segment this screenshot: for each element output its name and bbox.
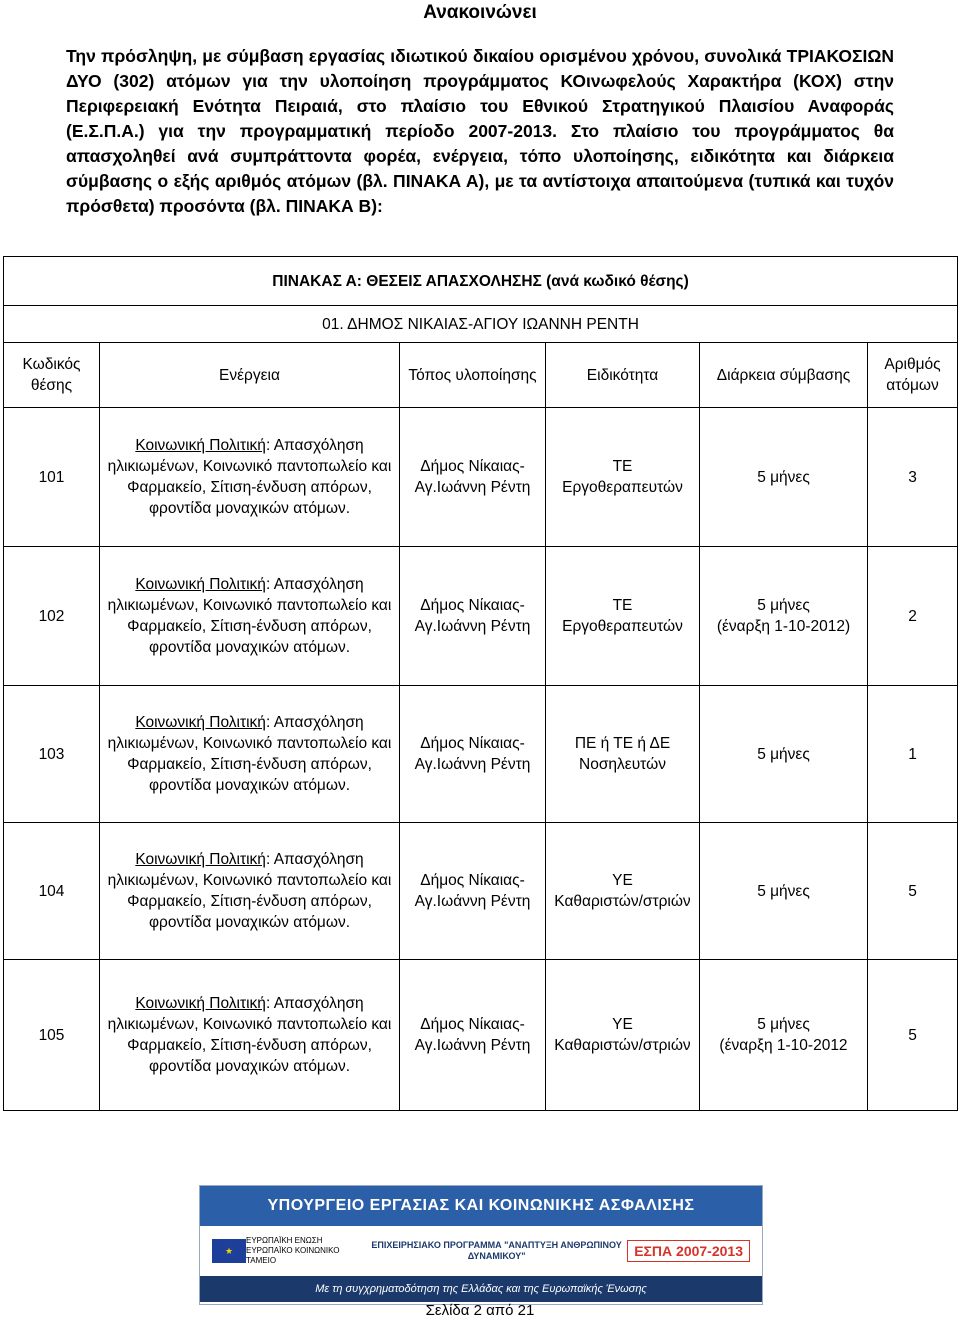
action-text: : Απασχόληση ηλικιωμένων, Κοινωνικό παντοπωλείο και Φαρμακείο, Σίτιση-ένδυση απόρων, φροντίδα μοναχικών ατόμων. [107, 851, 392, 931]
header-count: Αριθμός ατόμων [868, 343, 958, 408]
row-count: 2 [868, 547, 958, 686]
table-row [4, 686, 958, 823]
header-action: Ενέργεια [100, 343, 400, 408]
department-label: Κοινωνική Πολιτική [135, 437, 266, 454]
department-label: Κοινωνική Πολιτική [135, 576, 266, 593]
row-specialty [546, 823, 700, 960]
ministry-label: ΥΠΟΥΡΓΕΙΟ ΕΡΓΑΣΙΑΣ ΚΑΙ ΚΟΙΝΩΝΙΚΗΣ ΑΣΦΑΛΙΣΗΣ [200, 1186, 762, 1226]
row-specialty [546, 547, 700, 686]
row-code: 105 [4, 960, 100, 1111]
duration-line: (έναρξη 1-10-2012) [716, 618, 851, 635]
espa-logo: ΕΣΠΑ 2007-2013 [627, 1240, 750, 1262]
cofunding-label: Με τη συγχρηματοδότηση της Ελλάδας και της Ευρωπαϊκής Ένωσης [200, 1276, 762, 1302]
location-line: Δήμος Νίκαιας- [420, 735, 525, 752]
page-number: Σελίδα 2 από 21 [425, 1302, 535, 1319]
duration-line: 5 μήνες [757, 1016, 810, 1033]
department-label: Κοινωνική Πολιτική [135, 714, 266, 731]
program-label: ΕΠΙΧΕΙΡΗΣΙΑΚΟ ΠΡΟΓΡΑΜΜΑ "ΑΝΑΠΤΥΞΗ ΑΝΘΡΩΠΙΝΟΥ ΔΥΝΑΜΙΚΟΥ" [371, 1240, 622, 1261]
table-title: ΠΙΝΑΚΑΣ Α: ΘΕΣΕΙΣ ΑΠΑΣΧΟΛΗΣΗΣ (ανά κωδικό θέσης) [4, 257, 958, 306]
specialty-line: Νοσηλευτών [579, 756, 666, 773]
specialty-line: Καθαριστών/στριών [554, 893, 691, 910]
row-code: 103 [4, 686, 100, 823]
row-location [400, 686, 546, 823]
row-action [100, 823, 400, 960]
row-specialty [546, 686, 700, 823]
location-line: Αγ.Ιωάννη Ρέντη [414, 479, 531, 496]
row-specialty [546, 408, 700, 547]
row-count: 1 [868, 686, 958, 823]
table-row [4, 823, 958, 960]
location-line: Δήμος Νίκαιας- [420, 458, 525, 475]
row-action [100, 686, 400, 823]
eu-label: ΕΥΡΩΠΑΪΚΗ ΕΝΩΣΗ ΕΥΡΩΠΑΪΚΟ ΚΟΙΝΩΝΙΚΟ ΤΑΜΕΙΟ [246, 1236, 340, 1265]
row-location [400, 547, 546, 686]
duration-line: 5 μήνες [757, 882, 810, 900]
header-code: Κωδικός θέσης [4, 343, 100, 408]
specialty-line: ΤΕ [612, 597, 633, 614]
row-duration [700, 408, 868, 547]
eu-flag-icon: ★ [212, 1239, 246, 1263]
specialty-line: Εργοθεραπευτών [562, 618, 683, 635]
row-duration [700, 823, 868, 960]
specialty-line: ΠΕ ή ΤΕ ή ΔΕ [574, 735, 671, 752]
row-code: 101 [4, 408, 100, 547]
row-duration [700, 686, 868, 823]
location-line: Αγ.Ιωάννη Ρέντη [414, 756, 531, 773]
row-count: 5 [868, 960, 958, 1111]
table-row [4, 960, 958, 1111]
row-duration [700, 960, 868, 1111]
action-text: : Απασχόληση ηλικιωμένων, Κοινωνικό παντοπωλείο και Φαρμακείο, Σίτιση-ένδυση απόρων, φροντίδα μοναχικών ατόμων. [107, 714, 392, 794]
header-location: Τόπος υλοποίησης [400, 343, 546, 408]
location-line: Αγ.Ιωάννη Ρέντη [414, 1037, 531, 1054]
row-action [100, 408, 400, 547]
duration-line: 5 μήνες [757, 468, 810, 486]
row-action [100, 547, 400, 686]
row-specialty [546, 960, 700, 1111]
specialty-line: ΤΕ [612, 458, 633, 475]
row-location [400, 960, 546, 1111]
row-location [400, 408, 546, 547]
specialty-line: ΥΕ [612, 872, 633, 889]
department-label: Κοινωνική Πολιτική [135, 995, 266, 1012]
action-text: : Απασχόληση ηλικιωμένων, Κοινωνικό παντοπωλείο και Φαρμακείο, Σίτιση-ένδυση απόρων, φροντίδα μοναχικών ατόμων. [107, 995, 392, 1075]
specialty-line: ΥΕ [612, 1016, 633, 1033]
location-line: Δήμος Νίκαιας- [420, 872, 525, 889]
row-count: 3 [868, 408, 958, 547]
action-text: : Απασχόληση ηλικιωμένων, Κοινωνικό παντοπωλείο και Φαρμακείο, Σίτιση-ένδυση απόρων, φροντίδα μοναχικών ατόμων. [107, 576, 392, 656]
row-code: 104 [4, 823, 100, 960]
table-row [4, 408, 958, 547]
header-specialty: Ειδικότητα [546, 343, 700, 408]
location-line: Δήμος Νίκαιας- [420, 1016, 525, 1033]
table-header-row [4, 343, 958, 408]
page-title: Ανακοινώνει [423, 2, 537, 23]
specialty-line: Εργοθεραπευτών [562, 479, 683, 496]
specialty-line: Καθαριστών/στριών [554, 1037, 691, 1054]
funding-banner [199, 1185, 763, 1305]
location-line: Δήμος Νίκαιας- [420, 597, 525, 614]
funding-logos [200, 1226, 762, 1276]
row-count: 5 [868, 823, 958, 960]
row-code: 102 [4, 547, 100, 686]
table-row [4, 547, 958, 686]
duration-line: 5 μήνες [757, 597, 810, 614]
row-action [100, 960, 400, 1111]
positions-table [3, 256, 958, 1111]
duration-line: (έναρξη 1-10-2012 [719, 1037, 848, 1054]
action-text: : Απασχόληση ηλικιωμένων, Κοινωνικό παντοπωλείο και Φαρμακείο, Σίτιση-ένδυση απόρων, φροντίδα μοναχικών ατόμων. [107, 437, 392, 517]
row-location [400, 823, 546, 960]
table-subtitle: 01. ΔΗΜΟΣ ΝΙΚΑΙΑΣ-ΑΓΙΟΥ ΙΩΑΝΝΗ ΡΕΝΤΗ [4, 306, 958, 343]
intro-paragraph: Την πρόσληψη, με σύμβαση εργασίας ιδιωτικού δικαίου ορισμένου χρόνου, συνολικά ΤΡΙΑΚΟΣΙΩΝ ΔΥΟ (302) ατόμων για την υλοποίηση προγράμματος ΚΟινωφελούς Χαρακτήρα (ΚΟΧ) στην Περιφερειακή Ενότητα Πειραιά, στο πλαίσιο του Εθνικού Στρατηγικού Πλαισίου Αναφοράς (Ε.Σ.Π.Α.) για την προγραμματική περίοδο 2007-2013. Στο πλαίσιο του προγράμματος θα απασχοληθεί ανά συμπράττοντα φορέα, ενέργεια, τόπο υλοποίησης, ειδικότητα και διάρκεια σύμβασης ο εξής αριθμός ατόμων (βλ. ΠΙΝΑΚΑ Α), με τα αντίστοιχα απαιτούμενα (τυπικά και τυχόν πρόσθετα) προσόντα (βλ. ΠΙΝΑΚΑ Β): [66, 46, 894, 216]
duration-line: 5 μήνες [757, 745, 810, 763]
department-label: Κοινωνική Πολιτική [135, 851, 266, 868]
header-duration: Διάρκεια σύμβασης [700, 343, 868, 408]
location-line: Αγ.Ιωάννη Ρέντη [414, 618, 531, 635]
row-duration [700, 547, 868, 686]
location-line: Αγ.Ιωάννη Ρέντη [414, 893, 531, 910]
